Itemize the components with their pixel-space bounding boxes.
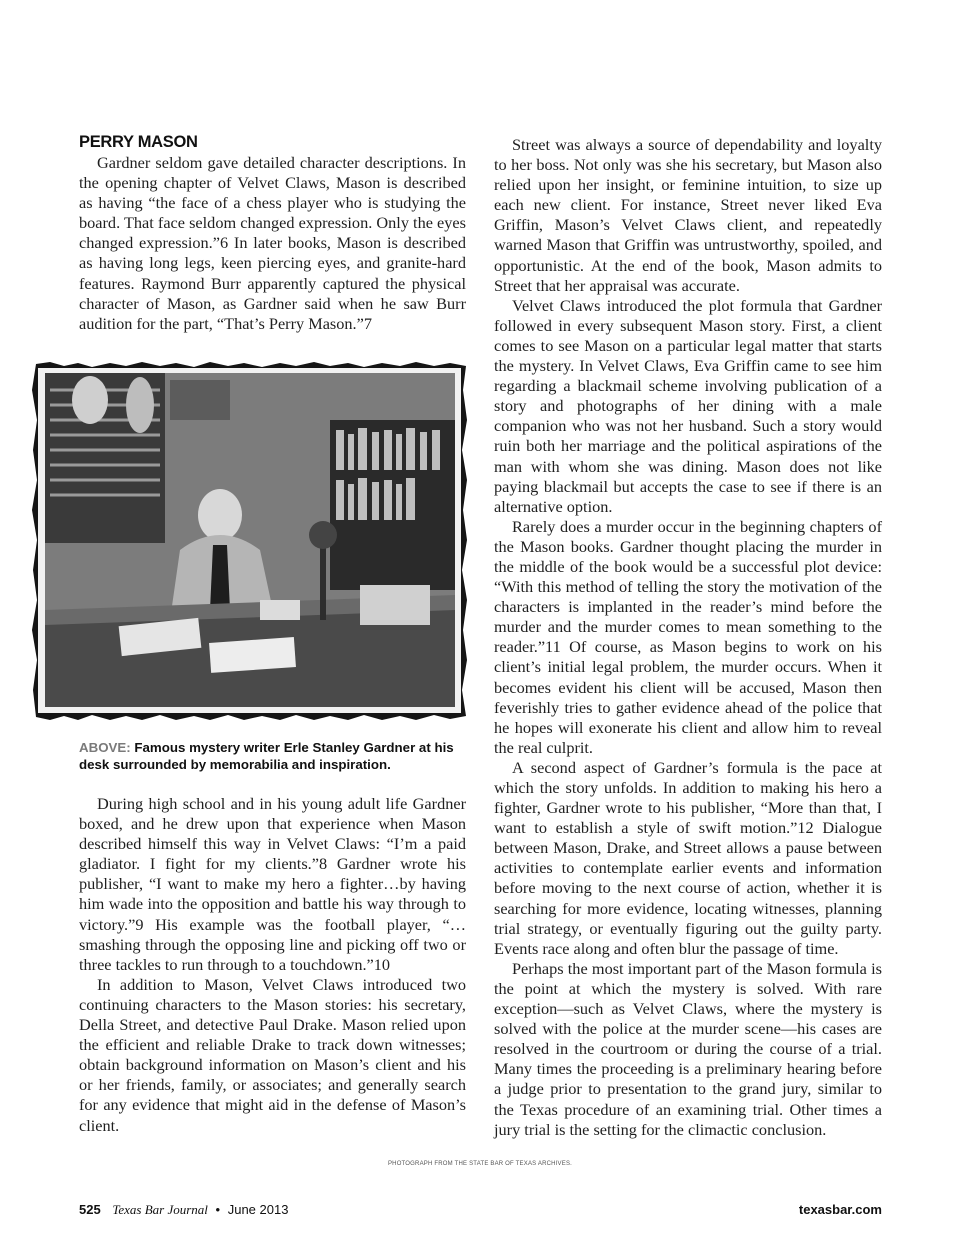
footer-separator: • (215, 1202, 221, 1217)
photo-caption (79, 740, 466, 773)
section-heading: PERRY MASON (79, 133, 198, 151)
paragraph: In addition to Mason, Velvet Claws introduced two continuing characters to the Mason stories: his secretary, Della Street, and detective Paul Drake. Mason relied upon the efficient and reliable Drake to track down witnesses; obtain background information on Mason’s client and his or her friends, family, or associates; and generally search for any evidence that might aid in the defense of Mason’s client. (79, 974, 466, 1135)
footer-left (79, 1202, 288, 1218)
paragraph: Rarely does a murder occur in the beginning chapters of the Mason books. Gardner thought placing the murder in the middle of the book would be a successful plot device: “With this method of telling the story the motivation of the characters is implanted in the reader’s mind before the murder and the murder comes to mean something to the reader.”11 Of course, as Mason begins to work on his client’s initial legal problem, the murder occurs. When it becomes evident his client will be accused, Mason then feverishly tries to gather evidence ahead of the police that he hopes will exonerate his client and allow him to reveal the real culprit. (494, 516, 882, 757)
paragraph: Street was always a source of dependability and loyalty to her boss. Not only was she his secretary, but Mason also relied upon her insight, or feminine intuition, to size up each new client. For instance, Street never liked Eva Griffin, Mason’s Velvet Claws client, and repeatedly warned Mason that Griffin was untrustworthy, spoiled, and opportunistic. At the end of the book, Mason admits to Street that her appraisal was accurate. (494, 135, 882, 295)
photograph (30, 360, 470, 722)
issue-date: June 2013 (227, 1202, 289, 1217)
left-column-top (79, 133, 466, 334)
paragraph: A second aspect of Gardner’s formula is the pace at which the story unfolds. In addition to making his hero a fighter, Gardner wrote to his publisher, “More than that, I want to establish a style of swift motion.”12 Dialogue between Mason, Drake, and Street allows a pause between activities to contemplate earlier events and information before moving to the next course of action, whether it is searching for more evidence, locating witnesses, planning trial strategy, or eventually figuring out the guilty party. Events race along and often blur the passage of time. (494, 757, 882, 958)
caption-text: Famous mystery writer Erle Stanley Gardner at his desk surrounded by memorabilia and inspiration. (79, 740, 454, 772)
caption-label: ABOVE: (79, 740, 131, 755)
paragraph: Perhaps the most important part of the Mason formula is the point at which the mystery is solved. With rare exception—such as Velvet Claws, where the mystery is solved with the police at the murder scene—his cases are resolved in the courtroom or during the course of a trial. Many times the proceeding is a preliminary hearing before a judge prior to presentation to the grand jury, similar to the Texas procedure of an examining trial. Other times a jury trial is the setting for the climactic conclusion. (494, 958, 882, 1139)
paragraph: Gardner seldom gave detailed character descriptions. In the opening chapter of Velvet Claws, Mason is described as having “the face of a chess player who is studying the board. That face seldom changed expression. Only the eyes changed expression.”6 In later books, Mason is described as having long legs, keen piercing eyes, and granite-hard features. Raymond Burr apparently captured the physical character of Mason, as Gardner said when he saw Burr audition for the part, “That’s Perry Mason.”7 (79, 153, 466, 333)
publication-name: Texas Bar Journal (112, 1202, 208, 1217)
website-link[interactable]: texasbar.com (798, 1202, 882, 1217)
photo-credit: PHOTOGRAPH FROM THE STATE BAR OF TEXAS ARCHIVES. (387, 1161, 573, 1167)
page-number: 525 (79, 1202, 101, 1217)
page-footer (79, 1202, 882, 1220)
paragraph: Velvet Claws introduced the plot formula that Gardner followed in every subsequent Mason story. First, a client comes to see Mason on a particular legal matter that starts the mystery. In Velvet Claws, Eva Griffin came to see him regarding a blackmail scheme involving publication of a story and photographs of her dining with a male companion who was not her husband. Such a story would ruin both her marriage and the political aspirations of the man with whom she was dining. Mason does not like paying blackmail but accepts the case to see if there is an alternative option. (494, 295, 882, 516)
paragraph: During high school and in his young adult life Gardner boxed, and he drew upon that experience when Mason described himself this way in Velvet Claws: “I’m a paid gladiator. I fight for my clients.”8 Gardner wrote his publisher, “I want to make my hero a fighter…by having him wade into the opposition and battle his way through to victory.”9 His example was the football player, “…smashing through the opposing line and picking off two or three tackles to run through to a touchdown.”10 (79, 794, 466, 974)
left-column-bottom (79, 794, 466, 1136)
right-column (494, 135, 882, 1140)
